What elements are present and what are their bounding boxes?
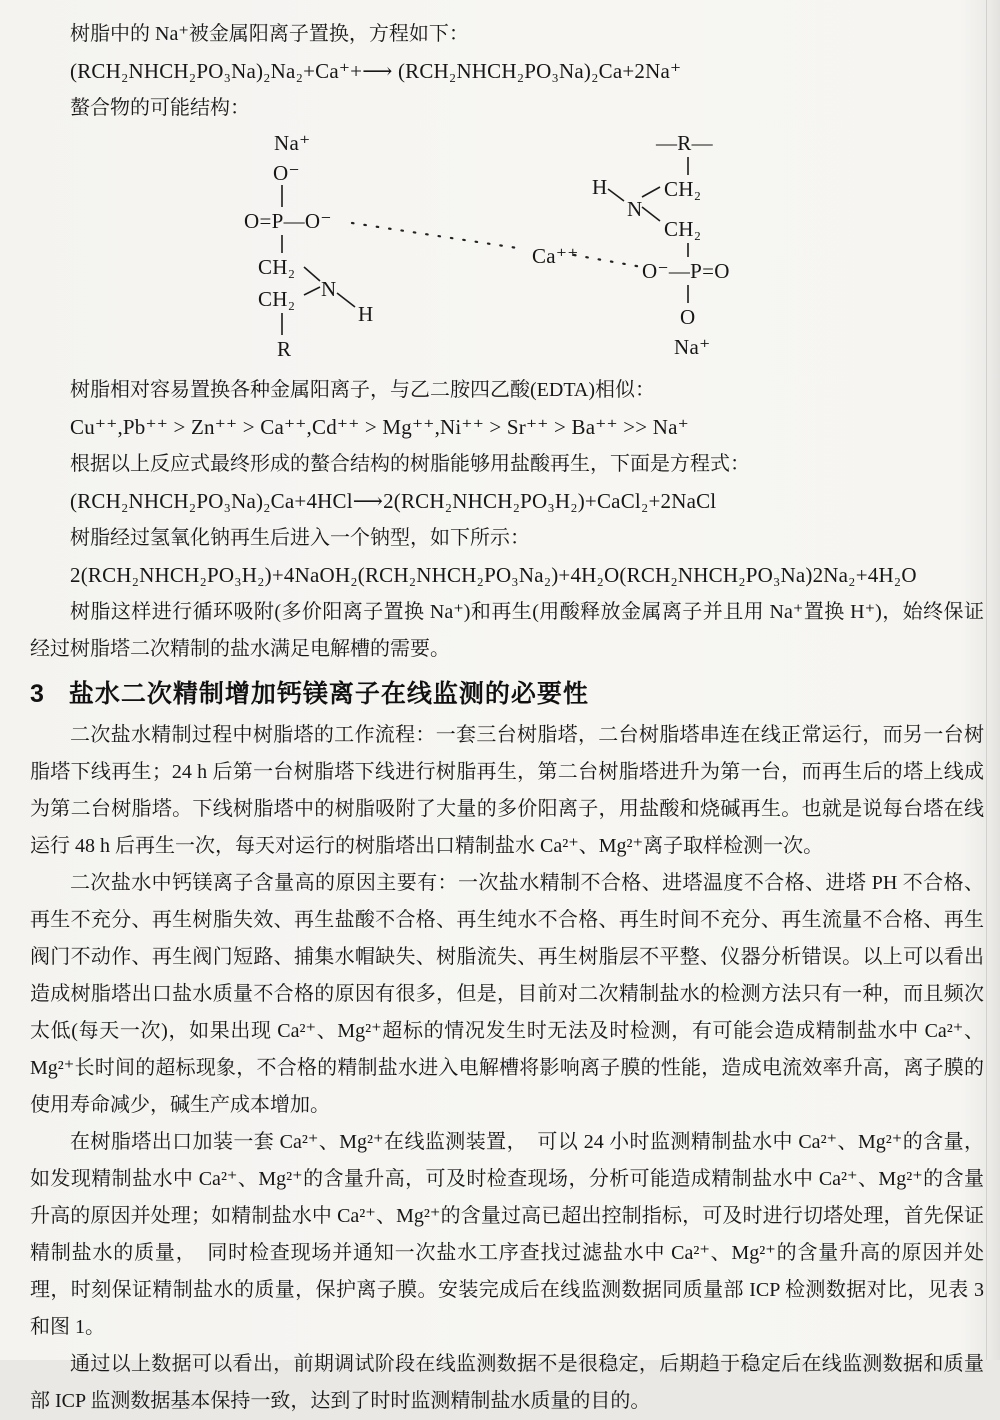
atom-h-right: H	[592, 175, 608, 199]
equation-hcl-regeneration: (RCH₂NHCH₂PO₃Na)₂Ca+4HCl⟶2(RCH₂NHCH₂PO₃H₂)+CaCl₂+2NaCl	[70, 489, 717, 513]
section3-paragraph-workflow: 二次盐水精制过程中树脂塔的工作流程：一套三台树脂塔，二台树脂塔串连在线正常运行，而另一台树脂塔下线再生；24 h 后第一台树脂塔下线进行树脂再生，第二台树脂塔进升为第一台，而再生后的塔上线成为第二台树脂塔。下线树脂塔中的树脂吸附了大量的多价阳离子，用盐酸和烧碱再生。也就是说每台塔在线运行 48 h 后再生一次，每天对运行的树脂塔出口精制盐水 Ca²⁺、Mg²⁺离子取样检测一次。	[30, 724, 984, 857]
atom-na-plus-right: Na⁺	[674, 335, 711, 359]
atom-n-right: N	[627, 197, 643, 221]
atom-o-right: O	[680, 305, 696, 329]
intro-line-1: 树脂中的 Na⁺被金属阳离子置换，方程如下：	[70, 23, 469, 45]
atom-r-right: —R—	[656, 131, 713, 155]
group-phosphate-right: O⁻—P=O	[642, 259, 730, 283]
equation-naoh-regeneration: 2(RCH₂NHCH₂PO₃H₂)+4NaOH₂(RCH₂NHCH₂PO₃Na₂)+4H₂O(RCH₂NHCH₂PO₃Na)2Na₂+4H₂O	[70, 563, 917, 587]
atom-r-left: R	[277, 337, 292, 361]
group-ch2-right-lower: CH₂	[664, 217, 702, 241]
body-paragraph-regeneration: 根据以上反应式最终形成的螯合结构的树脂能够用盐酸再生，下面是方程式：	[70, 453, 750, 475]
group-ch2-left-upper: CH₂	[258, 255, 296, 279]
section3-paragraph-causes: 二次盐水中钙镁离子含量高的原因主要有：一次盐水精制不合格、进塔温度不合格、进塔 PH 不合格、再生不充分、再生树脂失效、再生盐酸不合格、再生纯水不合格、再生时间不充分、再生流量不合格、再生阀门不动作、再生阀门短路、捕集水帽缺失、树脂流失、再生树脂层不平整、仪器分析错误。以上可以看出造成树脂塔出口盐水质量不合格的原因有很多，但是，目前对二次精制盐水的检测方法只有一种，而且频次太低(每天一次)，如果出现 Ca²⁺、Mg²⁺超标的情况发生时无法及时检测，有可能会造成精制盐水中 Ca²⁺、Mg²⁺长时间的超标现象，不合格的精制盐水进入电解槽将影响离子膜的性能，造成电流效率升高，离子膜的使用寿命减少，碱生产成本增加。	[30, 872, 984, 1116]
group-phosphate-left: O=P—O⁻	[244, 209, 332, 233]
bond-lines	[30, 127, 984, 372]
atom-h-left: H	[358, 302, 374, 326]
intro-line-2: 螯合物的可能结构：	[70, 97, 250, 119]
group-ch2-right-upper: CH₂	[664, 177, 702, 201]
equation-exchange: (RCH₂NHCH₂PO₃Na)₂Na₂+Ca⁺+⟶ (RCH₂NHCH₂PO₃Na)₂Ca+2Na⁺	[70, 59, 682, 83]
structure-diagram	[30, 127, 984, 372]
atom-n-left: N	[321, 277, 337, 301]
group-ch2-left-lower: CH₂	[258, 287, 296, 311]
section3-paragraph-conclusion: 通过以上数据可以看出，前期调试阶段在线监测数据不是很稳定，后期趋于稳定后在线监测数据和质量部 ICP 监测数据基本保持一致，达到了时时监测精制盐水质量的目的。	[30, 1353, 984, 1412]
atom-na-plus-left: Na⁺	[274, 131, 311, 155]
section3-paragraph-monitoring: 在树脂塔出口加装一套 Ca²⁺、Mg²⁺在线监测装置， 可以 24 小时监测精制盐水中 Ca²⁺、Mg²⁺的含量，如发现精制盐水中 Ca²⁺、Mg²⁺的含量升高，可及时检查现场，分析可能造成精制盐水中 Ca²⁺、Mg²⁺的含量升高的原因并处理；如精制盐水中 Ca²⁺、Mg²⁺的含量过高已超出控制指标，可及时进行切塔处理，首先保证精制盐水的质量， 同时检查现场并通知一次盐水工序查找过滤盐水中 Ca²⁺、Mg²⁺的含量升高的原因并处理，时刻保证精制盐水的质量，保护离子膜。安装完成后在线监测数据同质量部 ICP 检测数据对比，见表 3 和图 1。	[30, 1131, 984, 1338]
section-number: 3	[30, 680, 45, 708]
section-title: 盐水二次精制增加钙镁离子在线监测的必要性	[68, 680, 589, 708]
atom-o-minus-left: O⁻	[273, 161, 300, 185]
body-paragraph-cycle: 树脂这样进行循环吸附(多价阳离子置换 Na⁺)和再生(用酸释放金属离子并且用 Na⁺置换 H⁺)，始终保证经过树脂塔二次精制的盐水满足电解槽的需要。	[30, 601, 984, 660]
body-paragraph-edta: 树脂相对容易置换各种金属阳离子，与乙二胺四乙酸(EDTA)相似：	[70, 379, 656, 401]
body-paragraph-naoh: 树脂经过氢氧化钠再生后进入一个钠型，如下所示：	[70, 527, 530, 549]
selectivity-series: Cu⁺⁺,Pb⁺⁺ > Zn⁺⁺ > Ca⁺⁺,Cd⁺⁺ > Mg⁺⁺,Ni⁺⁺ > Sr⁺⁺ > Ba⁺⁺ >> Na⁺	[70, 415, 689, 439]
section-heading	[30, 673, 984, 715]
atom-ca-ion: Ca⁺⁺	[532, 244, 579, 268]
